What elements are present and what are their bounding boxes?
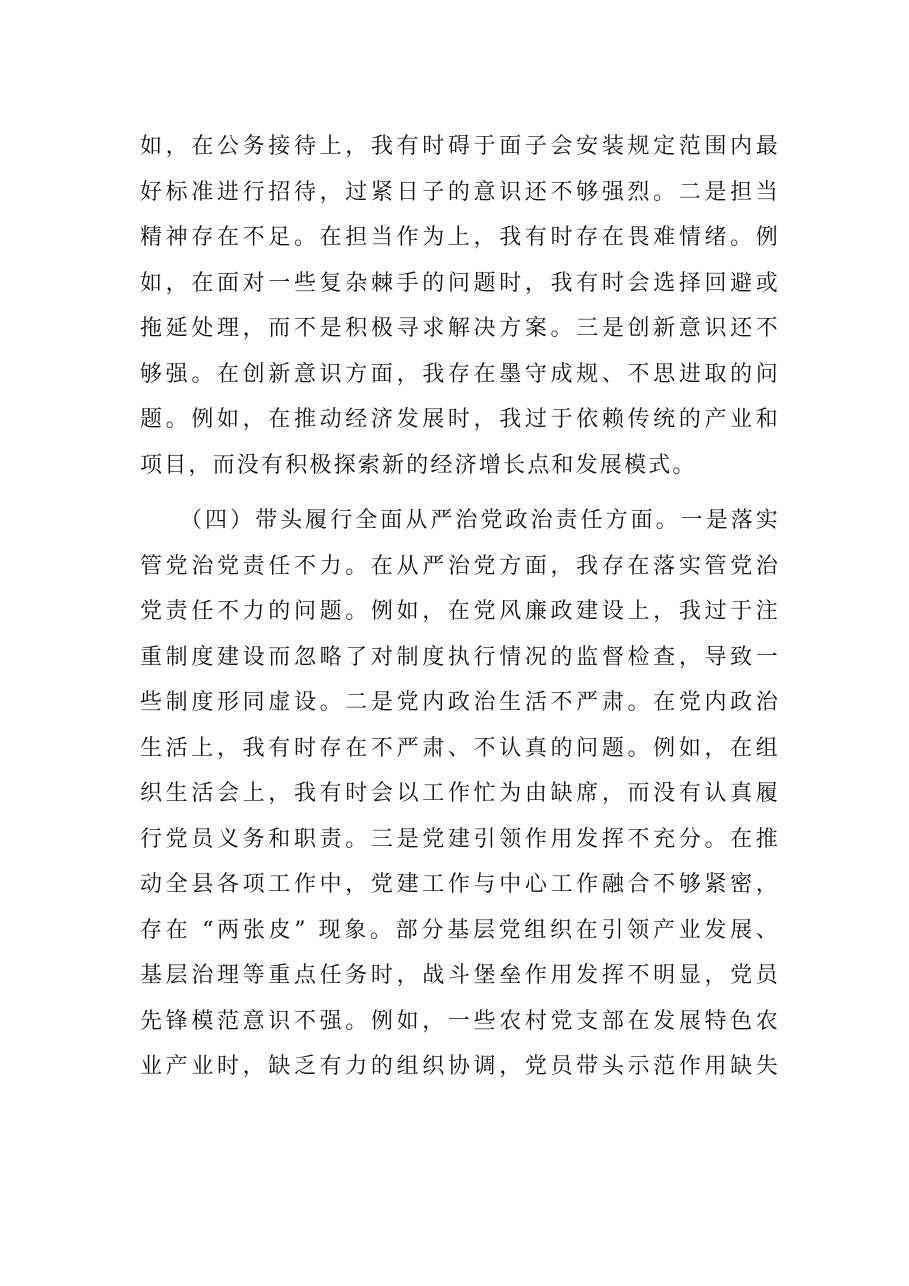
text-line: 管党治党责任不力。在从严治党方面，我存在落实管党治: [140, 553, 780, 579]
text-line: 够强。在创新意识方面，我存在墨守成规、不思进取的问: [140, 361, 780, 387]
text-line: 党责任不力的问题。例如，在党风廉政建设上，我过于注: [140, 599, 780, 624]
paragraph-2: [140, 498, 780, 1090]
text-line: 好标准进行招待，过紧日子的意识还不够强烈。二是担当: [140, 179, 780, 205]
text-line: 生活上，我有时存在不严肃、不认真的问题。例如，在组: [140, 735, 780, 761]
text-line: 行党员义务和职责。三是党建引领作用发挥不充分。在推: [140, 826, 780, 852]
text-line: 项目，而没有积极探索新的经济增长点和发展模式。: [140, 452, 697, 478]
paragraph-spacer: [140, 488, 780, 498]
text-line: 业产业时，缺乏有力的组织协调，党员带头示范作用缺失: [140, 1054, 780, 1079]
text-line: 拖延处理，而不是积极寻求解决方案。三是创新意识还不: [140, 316, 780, 341]
text-line: 题。例如，在推动经济发展时，我过于依赖传统的产业和: [140, 407, 780, 432]
text-line: 如，在面对一些复杂棘手的问题时，我有时会选择回避或: [140, 270, 780, 296]
body-text: [140, 124, 780, 1090]
text-line: 些制度形同虚设。二是党内政治生活不严肃。在党内政治: [140, 690, 780, 715]
paragraph-1: [140, 124, 780, 488]
text-line: 基层治理等重点任务时，战斗堡垒作用发挥不明显，党员: [140, 963, 780, 988]
text-line: 动全县各项工作中，党建工作与中心工作融合不够紧密，: [140, 872, 780, 897]
text-line: 精神存在不足。在担当作为上，我有时存在畏难情绪。例: [140, 225, 780, 250]
text-line: 重制度建设而忽略了对制度执行情况的监督检查，导致一: [140, 644, 780, 670]
text-line: （四）带头履行全面从严治党政治责任方面。一是落实: [180, 508, 780, 533]
text-line: 织生活会上，我有时会以工作忙为由缺席，而没有认真履: [140, 781, 780, 806]
text-line: 先锋模范意识不强。例如，一些农村党支部在发展特色农: [140, 1008, 780, 1034]
text-line: 存在 “两张皮” 现象。部分基层党组织在引领产业发展、: [140, 917, 780, 943]
text-line: 如，在公务接待上，我有时碍于面子会安装规定范围内最: [140, 134, 780, 159]
